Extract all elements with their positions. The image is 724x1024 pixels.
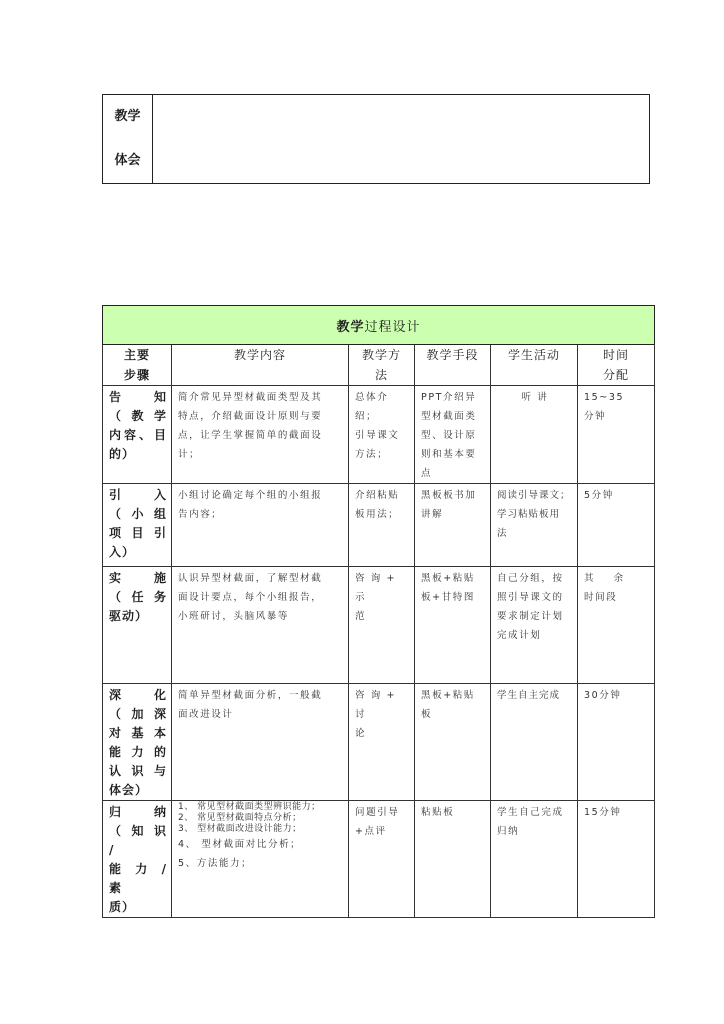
- title-bold: 教学: [336, 319, 365, 335]
- step-line: 内容、目: [109, 428, 167, 442]
- reflection-label-line1: 教学: [114, 109, 141, 124]
- table-row: [103, 567, 655, 684]
- row-method: [349, 684, 415, 801]
- activity-line: 自己分组，按: [497, 573, 564, 584]
- means-line: 型、设计原: [421, 430, 477, 441]
- method-line: +点评: [355, 826, 387, 837]
- step-line: 能 力 的: [109, 745, 167, 759]
- row-content: [172, 484, 349, 567]
- table-row: [103, 801, 655, 918]
- row-activity: [491, 386, 578, 484]
- row-activity: [491, 801, 578, 918]
- activity-line: 听 讲: [521, 392, 549, 403]
- step-line: （ 加 深: [109, 707, 167, 721]
- row-activity: [491, 567, 578, 684]
- content-line: 小组讨论确定每个组的小组报: [178, 490, 323, 501]
- means-line: 板+甘特图: [421, 592, 475, 603]
- time-line: 5分钟: [584, 490, 614, 501]
- process-table: [102, 305, 655, 918]
- row-content: [172, 801, 349, 918]
- content-line: 3、 型材截面改进设计能力；: [178, 824, 302, 834]
- row-means: [415, 801, 491, 918]
- header-time-line1: 时间: [602, 348, 629, 362]
- process-table-title: [103, 306, 655, 345]
- means-line: 则和基本要: [421, 449, 477, 460]
- activity-line: 学习粘贴板用: [497, 509, 561, 520]
- header-method-line2: 法: [374, 368, 388, 382]
- row-step: [103, 801, 172, 918]
- step-line: 质）: [109, 900, 136, 914]
- content-line: 简单异型材截面分析，一般截: [178, 690, 323, 701]
- row-means: [415, 567, 491, 684]
- row-means: [415, 484, 491, 567]
- header-activity-label: 学生活动: [507, 348, 560, 362]
- row-time: [578, 567, 655, 684]
- row-step: [103, 684, 172, 801]
- content-line: 简介常见异型材截面类型及其: [178, 392, 323, 403]
- means-line: 黑板板书加: [421, 490, 477, 501]
- content-line: 4、 型材截面对比分析；: [178, 839, 302, 850]
- method-line: 咨 询 + 示: [355, 573, 396, 603]
- header-step-line1: 主要: [123, 348, 150, 362]
- time-line: 15~35: [584, 392, 625, 403]
- time-line: 15分钟: [584, 807, 622, 818]
- row-time: [578, 484, 655, 567]
- activity-line: 要求制定计划: [497, 611, 564, 622]
- method-line: 引导课文: [355, 430, 400, 441]
- activity-line: 照引导课文的: [497, 592, 564, 603]
- step-line: （ 教 学: [109, 409, 167, 423]
- header-step: [103, 345, 172, 386]
- title-rest: 过程设计: [364, 319, 421, 335]
- header-method: [349, 345, 415, 386]
- activity-line: 学生自己完成: [497, 807, 564, 818]
- step-line: 对 基 本: [109, 726, 167, 740]
- row-time: [578, 684, 655, 801]
- step-line: 项 目 引: [109, 526, 167, 540]
- row-means: [415, 386, 491, 484]
- time-line: 30分钟: [584, 690, 622, 701]
- means-line: 黑板+粘贴: [421, 573, 475, 584]
- content-line: 面设计要点，每个小组报告，: [178, 592, 323, 603]
- step-line: 深化: [109, 688, 167, 702]
- row-time: [578, 386, 655, 484]
- method-line: 介绍粘贴: [355, 490, 400, 501]
- step-line: 入）: [109, 545, 136, 559]
- reflection-label: [103, 95, 153, 184]
- row-activity: [491, 484, 578, 567]
- row-content: [172, 386, 349, 484]
- header-means: [415, 345, 491, 386]
- means-line: 讲解: [421, 509, 444, 520]
- activity-line: 归纳: [497, 826, 520, 837]
- content-line: 小班研讨，头脑风暴等: [178, 611, 290, 622]
- reflection-label-line2: 体会: [114, 153, 141, 168]
- method-line: 问题引导: [355, 807, 400, 818]
- reflection-table: [102, 94, 650, 184]
- means-line: 黑板+粘贴: [421, 690, 475, 701]
- header-means-label: 教学手段: [426, 348, 479, 362]
- step-line: （ 小 组: [109, 507, 167, 521]
- row-activity: [491, 684, 578, 801]
- activity-line: 完成计划: [497, 630, 542, 641]
- time-line: 分钟: [584, 411, 607, 422]
- step-line: 体会）: [109, 783, 149, 797]
- step-line: 驱动）: [109, 609, 149, 623]
- content-line: 认识异型材截面，了解型材截: [178, 573, 323, 584]
- content-line: 5、方法能力；: [178, 858, 253, 869]
- content-line: 特点，介绍截面设计原则与要: [178, 411, 323, 422]
- method-line: 范: [355, 611, 367, 622]
- header-activity: [491, 345, 578, 386]
- row-method: [349, 567, 415, 684]
- row-method: [349, 484, 415, 567]
- table-row: [103, 484, 655, 567]
- step-line: （ 任 务: [109, 590, 167, 604]
- row-step: [103, 386, 172, 484]
- time-line: 其 余: [584, 573, 625, 584]
- step-line: 告知: [109, 390, 167, 404]
- row-method: [349, 386, 415, 484]
- means-line: 型材截面类: [421, 411, 477, 422]
- step-line: 归纳: [109, 805, 167, 819]
- row-step: [103, 567, 172, 684]
- method-line: 论: [355, 728, 367, 739]
- header-time: [578, 345, 655, 386]
- method-line: 咨 询 + 讨: [355, 690, 396, 720]
- step-line: 的）: [109, 447, 136, 461]
- content-line: 2、 常见型材截面特点分析；: [178, 813, 302, 823]
- reflection-content: [153, 95, 650, 184]
- header-time-line2: 分配: [602, 368, 629, 382]
- row-step: [103, 484, 172, 567]
- step-line: （ 知 识 /: [109, 824, 167, 857]
- time-line: 时间段: [584, 592, 618, 603]
- step-line: 认 识 与: [109, 764, 167, 778]
- content-line: 面改进设计: [178, 709, 234, 720]
- means-line: 粘贴板: [421, 807, 455, 818]
- means-line: 板: [421, 709, 433, 720]
- activity-line: 阅读引导课文；: [497, 490, 571, 501]
- table-row: [103, 684, 655, 801]
- header-content-label: 教学内容: [233, 348, 286, 362]
- content-line: 点，让学生掌握简单的截面设: [178, 430, 323, 441]
- header-row: [103, 345, 655, 386]
- means-line: PPT介绍异: [421, 392, 477, 403]
- method-line: 板用法；: [355, 509, 400, 520]
- row-method: [349, 801, 415, 918]
- content-line: 1、 常见型材截面类型辨识能力；: [178, 802, 321, 812]
- row-means: [415, 684, 491, 801]
- header-step-line2: 步骤: [123, 368, 150, 382]
- method-line: 总体介绍；: [355, 392, 389, 422]
- row-time: [578, 801, 655, 918]
- content-line: 计；: [178, 449, 201, 460]
- header-method-line1: 教学方: [361, 348, 401, 362]
- means-line: 点: [421, 468, 433, 479]
- method-line: 方法；: [355, 449, 389, 460]
- table-row: [103, 386, 655, 484]
- step-line: 引入: [109, 488, 167, 502]
- step-line: 能 力 / 素: [109, 862, 167, 895]
- row-content: [172, 567, 349, 684]
- header-content: [172, 345, 349, 386]
- activity-line: 学生自主完成: [497, 690, 561, 701]
- step-line: 实施: [109, 571, 167, 585]
- row-content: [172, 684, 349, 801]
- content-line: 告内容；: [178, 509, 223, 520]
- activity-line: 法: [497, 528, 508, 539]
